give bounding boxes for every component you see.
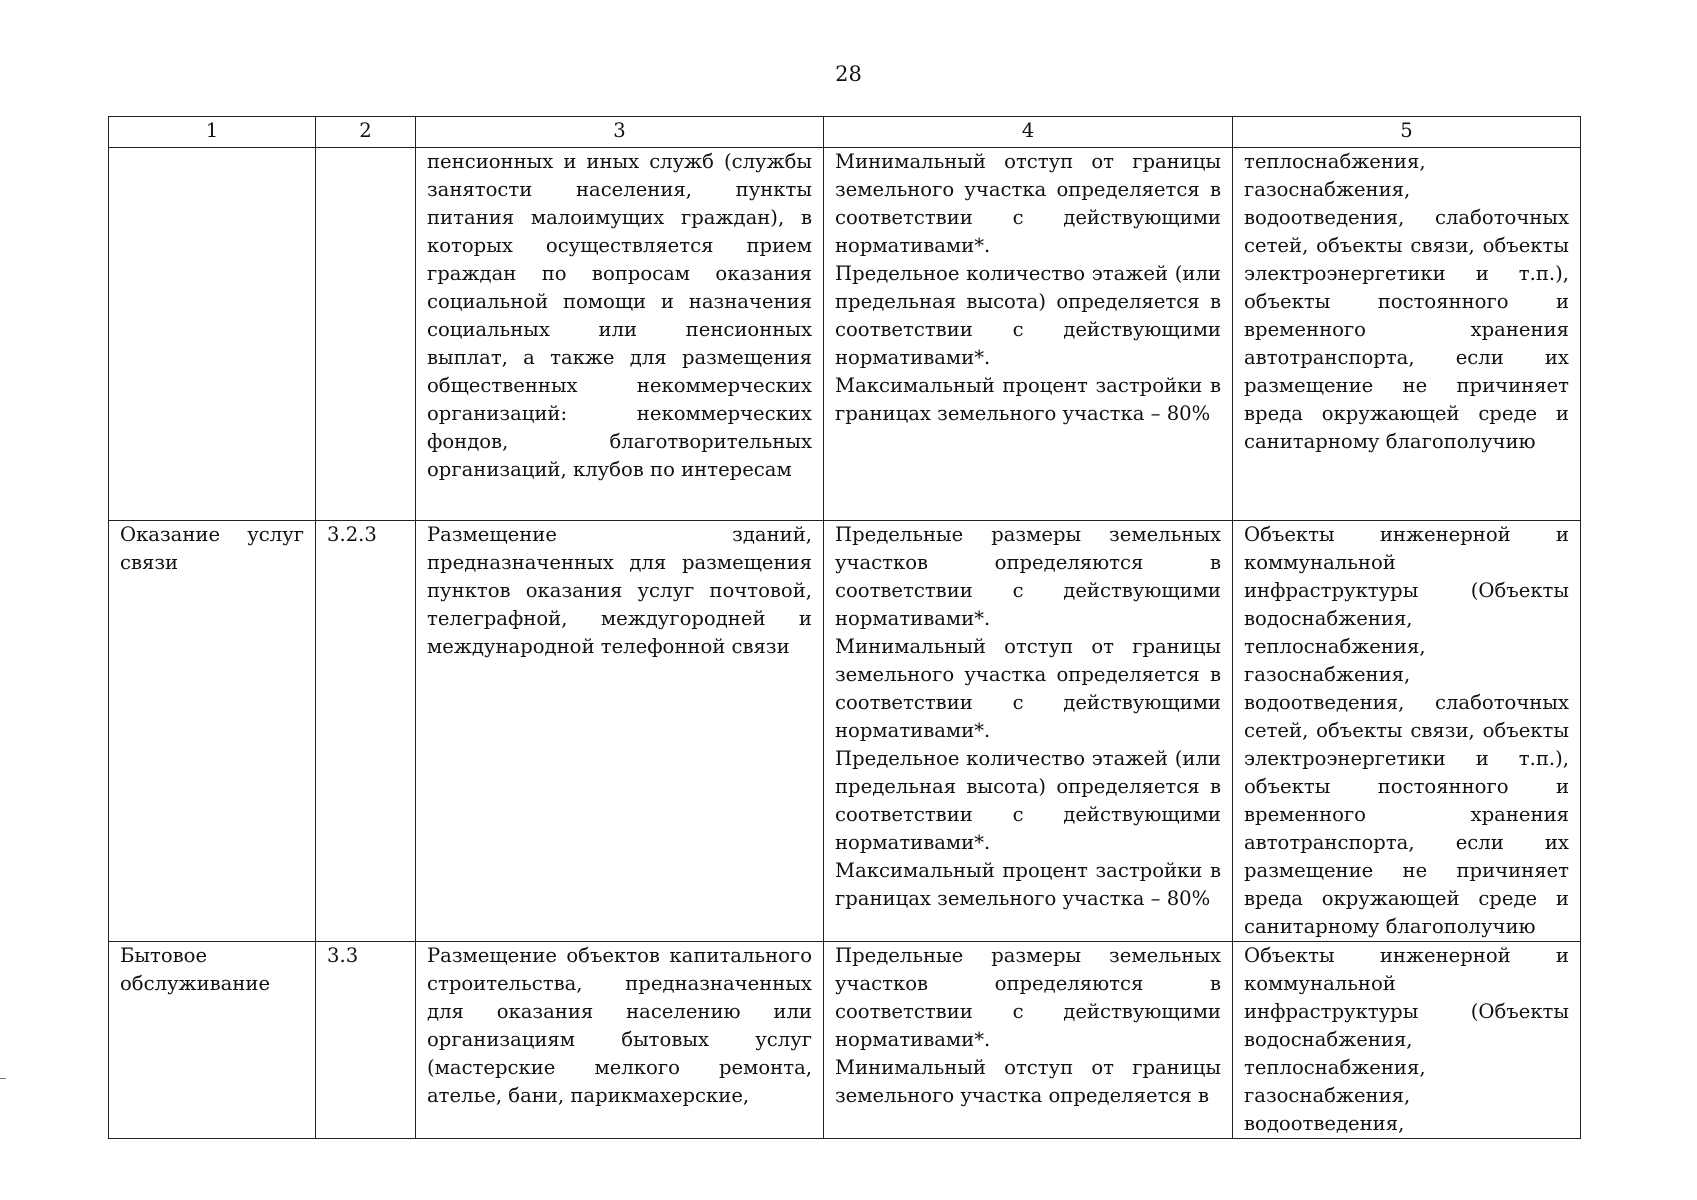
scan-edge-mark (0, 1078, 6, 1079)
page-number: 28 (835, 62, 862, 86)
use-code-cell: 3.3 (316, 942, 416, 1139)
parameter-item: Минимальный отступ от границы земельного участка определяется в соответствии с действующими нормативами*. (835, 150, 1221, 257)
parameter-item: Минимальный отступ от границы земельного участка определяется в соответствии с действующими нормативами*. (835, 635, 1221, 742)
column-header-2: 2 (316, 117, 416, 148)
use-name-cell (109, 148, 316, 521)
parameters-cell (824, 521, 1233, 942)
parameter-item: Предельное количество этажей (или предельная высота) определяется в соответствии с действующими нормативами*. (835, 262, 1221, 369)
use-description-cell: Размещение зданий, предназначенных для размещения пунктов оказания услуг почтовой, телеграфной, междугородней и международной телефонной связи (416, 521, 824, 942)
parameter-item: Предельные размеры земельных участков определяются в соответствии с действующими нормативами*. (835, 944, 1221, 1051)
use-description-cell: пенсионных и иных служб (службы занятости населения, пункты питания малоимущих граждан), в которых осуществляется прием граждан по вопросам оказания социальной помощи и назначения социальных или пенсионных выплат, а также для размещения общественных некоммерческих организаций: некоммерческих фондов, благотворительных организаций, клубов по интересам (416, 148, 824, 521)
table-row-communication-services (109, 521, 1581, 942)
table-row-consumer-services (109, 942, 1581, 1139)
column-header-1: 1 (109, 117, 316, 148)
use-code-cell: 3.2.3 (316, 521, 416, 942)
zoning-regulations-table (108, 116, 1581, 1139)
auxiliary-uses-cell: Объекты инженерной и коммунальной инфраструктуры (Объекты водоснабжения, теплоснабжения, газоснабжения, водоотведения, слаботочных сетей, объекты связи, объекты электроэнергетики и т.п.), объекты постоянного и временного хранения автотранспорта, если их размещение не причиняет вреда окружающей среде и санитарному благополучию (1233, 521, 1581, 942)
use-name-cell: Оказание услуг связи (109, 521, 316, 942)
parameter-item: Предельные размеры земельных участков определяются в соответствии с действующими нормативами*. (835, 523, 1221, 630)
use-code-cell (316, 148, 416, 521)
column-header-3: 3 (416, 117, 824, 148)
column-header-4: 4 (824, 117, 1233, 148)
column-number-header-row (109, 117, 1581, 148)
parameter-item: Минимальный отступ от границы земельного участка определяется в (835, 1056, 1221, 1107)
column-header-5: 5 (1233, 117, 1581, 148)
parameters-cell (824, 148, 1233, 521)
auxiliary-uses-cell: Объекты инженерной и коммунальной инфраструктуры (Объекты водоснабжения, теплоснабжения, газоснабжения, водоотведения, (1233, 942, 1581, 1139)
parameter-item: Максимальный процент застройки в границах земельного участка – 80% (835, 374, 1221, 425)
parameter-item: Максимальный процент застройки в границах земельного участка – 80% (835, 859, 1221, 910)
auxiliary-uses-cell: теплоснабжения, газоснабжения, водоотведения, слаботочных сетей, объекты связи, объекты электроэнергетики и т.п.), объекты постоянного и временного хранения автотранспорта, если их размещение не причиняет вреда окружающей среде и санитарному благополучию (1233, 148, 1581, 521)
parameters-cell (824, 942, 1233, 1139)
table-row-continued (109, 148, 1581, 521)
parameter-item: Предельное количество этажей (или предельная высота) определяется в соответствии с действующими нормативами*. (835, 747, 1221, 854)
use-description-cell: Размещение объектов капитального строительства, предназначенных для оказания населению или организациям бытовых услуг (мастерские мелкого ремонта, ателье, бани, парикмахерские, (416, 942, 824, 1139)
use-name-cell: Бытовое обслуживание (109, 942, 316, 1139)
